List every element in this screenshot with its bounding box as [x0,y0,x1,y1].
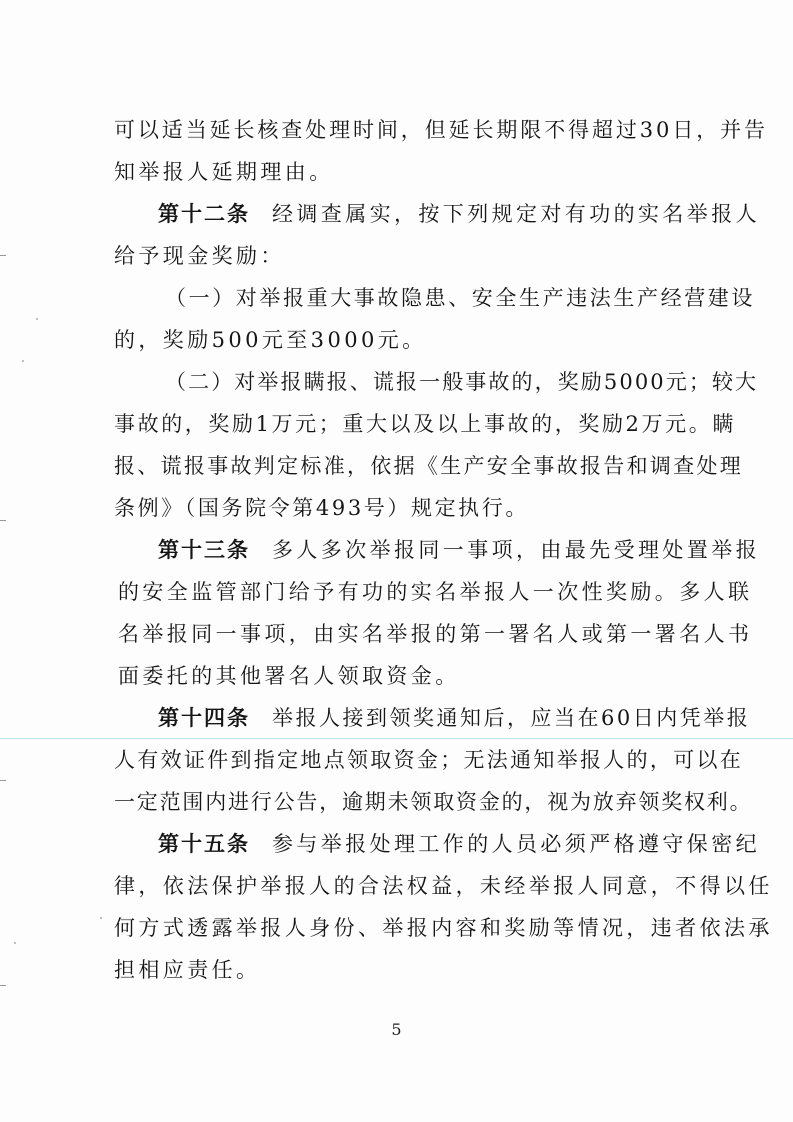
article-heading: 第十四条 [158,706,250,730]
text-line: 律，依法保护举报人的合法权益，未经举报人同意，不得以任 [114,874,773,898]
text-line: 事故的，奖励1万元；重大以及以上事故的，奖励2万元。瞒 [114,412,736,436]
scan-dot [36,318,38,320]
edge-mark [0,985,6,986]
text-line: 一定范围内进行公告，逾期未领取资金的，视为放弃领奖权利。 [114,790,753,814]
article-heading: 第十二条 [158,202,250,226]
article-heading: 第十三条 [158,538,250,562]
edge-mark [0,780,6,781]
text-line: 何方式透露举报人身份、举报内容和奖励等情况，违者依法承 [114,916,773,940]
text-line: 担相应责任。 [114,958,261,982]
text-line: 给予现金奖励： [114,244,285,268]
text-line: 名举报同一事项，由实名举报的第一署名人或第一署名人书 [118,622,753,646]
page-number: 5 [391,1020,402,1039]
article-line [158,704,750,732]
scan-dot [22,360,24,362]
edge-mark [0,520,6,521]
article-text: 举报人接到领奖通知后，应当在60日内凭举报 [272,706,751,730]
text-line: 可以适当延长核查处理时间，但延长期限不得超过30日，并告 [114,118,768,142]
text-line: 面委托的其他署名人领取资金。 [118,664,460,688]
text-line: 的，奖励500元至3000元。 [114,328,427,352]
text-line: 人有效证件到指定地点领取资金；无法通知举报人的，可以在 [114,748,744,772]
edge-mark [0,255,6,256]
text-line: 报、谎报事故判定标准，依据《生产安全事故报告和调查处理 [114,454,744,478]
article-text: 经调查属实，按下列规定对有功的实名举报人 [272,202,760,226]
scan-artifact-line [0,738,793,739]
article-line [158,830,760,858]
text-line: （二）对举报瞒报、谎报一般事故的，奖励5000元；较大 [165,370,759,394]
scan-dot [100,917,102,919]
scan-dot [14,942,16,944]
text-line: 条例》（国务院令第493号）规定执行。 [114,496,529,520]
text-line: （一）对举报重大事故隐患、安全生产违法生产经营建设 [165,286,755,310]
article-line [158,536,760,564]
article-line [158,200,760,228]
text-line: 的安全监管部门给予有功的实名举报人一次性奖励。多人联 [118,580,753,604]
article-text: 多人多次举报同一事项，由最先受理处置举报 [272,538,760,562]
article-text: 参与举报处理工作的人员必须严格遵守保密纪 [272,832,760,856]
text-line: 知举报人延期理由。 [114,160,334,184]
article-heading: 第十五条 [158,832,250,856]
